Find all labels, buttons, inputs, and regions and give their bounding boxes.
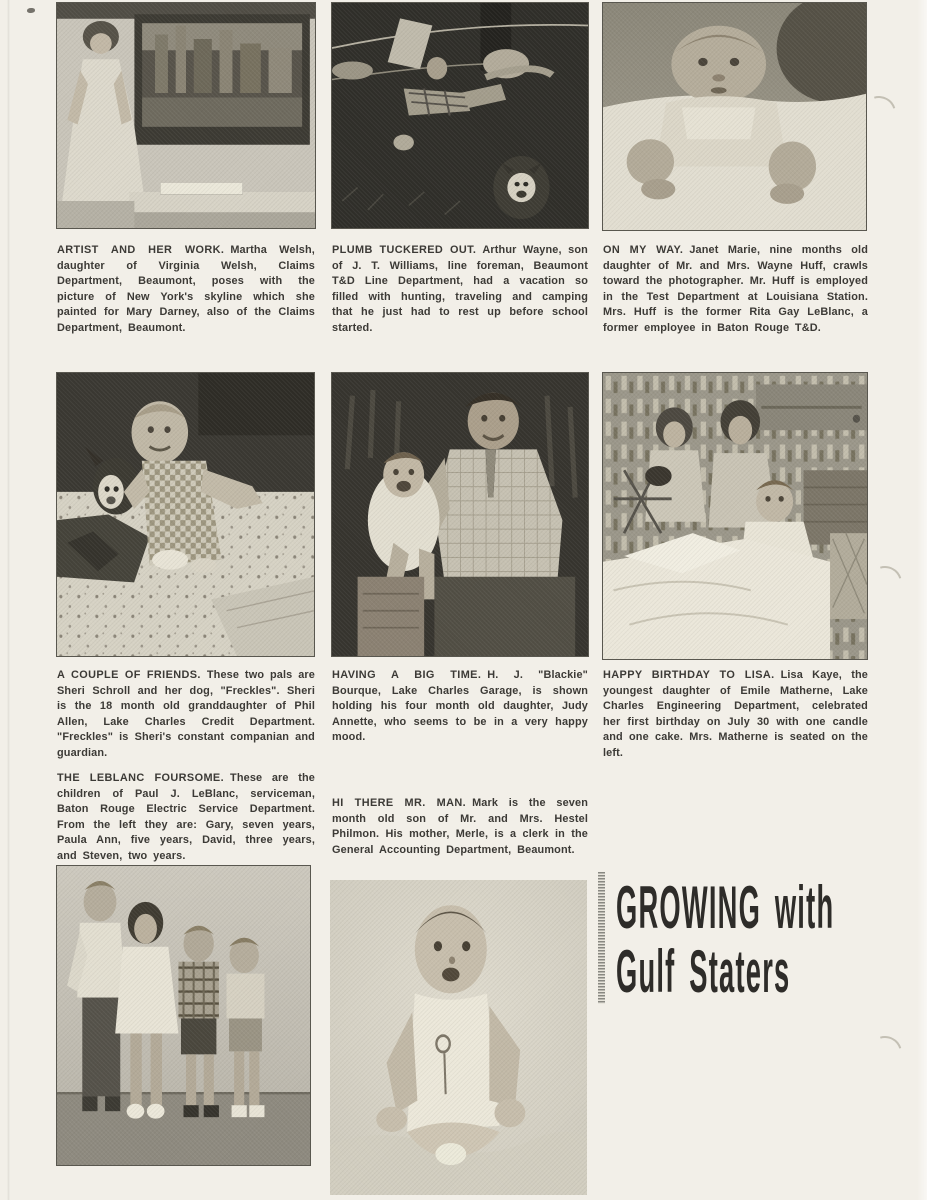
caption-body: Mark is the seven month old son of Mr. and Mrs. Hestel Philmon. His mother, Merle, is a clerk in the General Accounting Department, Beaumont. [332, 797, 588, 856]
masthead-line1: GROWING with [616, 874, 835, 942]
artist-and-her-work-photo [57, 3, 315, 228]
binder-hole-mark-middle [862, 560, 908, 606]
a-couple-of-friends-photo [57, 373, 314, 656]
masthead-line2: Gulf Staters [616, 938, 791, 1006]
caption-lead: A COUPLE OF FRIENDS. [57, 669, 201, 681]
caption-body: These are the children of Paul J. LeBlanc, serviceman, Baton Rouge Electric Service Department. From the left they are: Gary, seven years, Paula Ann, five years, David, three years, and Steven, two years. [57, 772, 315, 862]
page-left-edge-shadow [7, 0, 10, 1200]
on-my-way-photo [603, 3, 866, 230]
artist-and-her-work-caption [57, 243, 315, 337]
plumb-tuckered-out-caption [332, 243, 588, 337]
hi-there-mr-man-caption [332, 796, 588, 858]
caption-lead: HI THERE MR. MAN. [332, 797, 467, 809]
a-couple-of-friends-caption [57, 668, 315, 762]
caption-lead: ON MY WAY. [603, 244, 684, 256]
caption-lead: PLUMB TUCKERED OUT. [332, 244, 477, 256]
caption-lead: ARTIST AND HER WORK. [57, 244, 225, 256]
caption-body: Janet Marie, nine months old daughter of Mr. and Mrs. Wayne Huff, crawls toward the photographer. Mr. Huff is employed in the Test Department at Louisiana Station. Mrs. Huff is the former Rita Gay LeBlanc, a former employee in Baton Rouge T&D. [603, 244, 868, 334]
page-right-edge-highlight [917, 0, 927, 1200]
ink-smudge [27, 8, 35, 13]
binder-hole-mark-bottom [862, 1030, 908, 1076]
masthead-decorative-bar [598, 872, 605, 1004]
caption-body: Martha Welsh, daughter of Virginia Welsh, Claims Department, Beaumont, poses with the picture of New York's skyline which she painted for Mary Darney, also of the Claims Department, Beaumont. [57, 244, 315, 334]
caption-lead: HAVING A BIG TIME. [332, 669, 482, 681]
plumb-tuckered-out-photo [332, 3, 588, 228]
masthead [598, 872, 874, 1004]
happy-birthday-to-lisa-caption [603, 668, 868, 762]
leblanc-foursome-photo [57, 866, 310, 1165]
happy-birthday-to-lisa-photo [603, 373, 867, 659]
on-my-way-caption [603, 243, 868, 337]
leblanc-foursome-caption [57, 771, 315, 865]
having-a-big-time-caption [332, 668, 588, 746]
caption-lead: HAPPY BIRTHDAY TO LISA. [603, 669, 775, 681]
caption-body: These two pals are Sheri Schroll and her dog, "Freckles". Sheri is the 18 month old granddaughter of Phil Allen, Lake Charles Credit Department. "Freckles" is Sheri's constant companian and guardian. [57, 669, 315, 759]
caption-body: Lisa Kaye, the youngest daughter of Emile Matherne, Lake Charles Engineering Department, celebrated her first birthday on July 30 with one candle and one cake. Mrs. Matherne is seated on the left. [603, 669, 868, 759]
caption-lead: THE LEBLANC FOURSOME. [57, 772, 225, 784]
hi-there-mr-man-photo [330, 880, 587, 1195]
having-a-big-time-photo [332, 373, 588, 656]
caption-body: Arthur Wayne, son of J. T. Williams, line foreman, Beaumont T&D Line Department, had a vacation so filled with hunting, traveling and camping that he just had to rest up before school started. [332, 244, 588, 334]
caption-body: H. J. "Blackie" Bourque, Lake Charles Garage, is shown holding his four month old daughter, Judy Annette, who seems to be in a very happy mood. [332, 669, 588, 744]
